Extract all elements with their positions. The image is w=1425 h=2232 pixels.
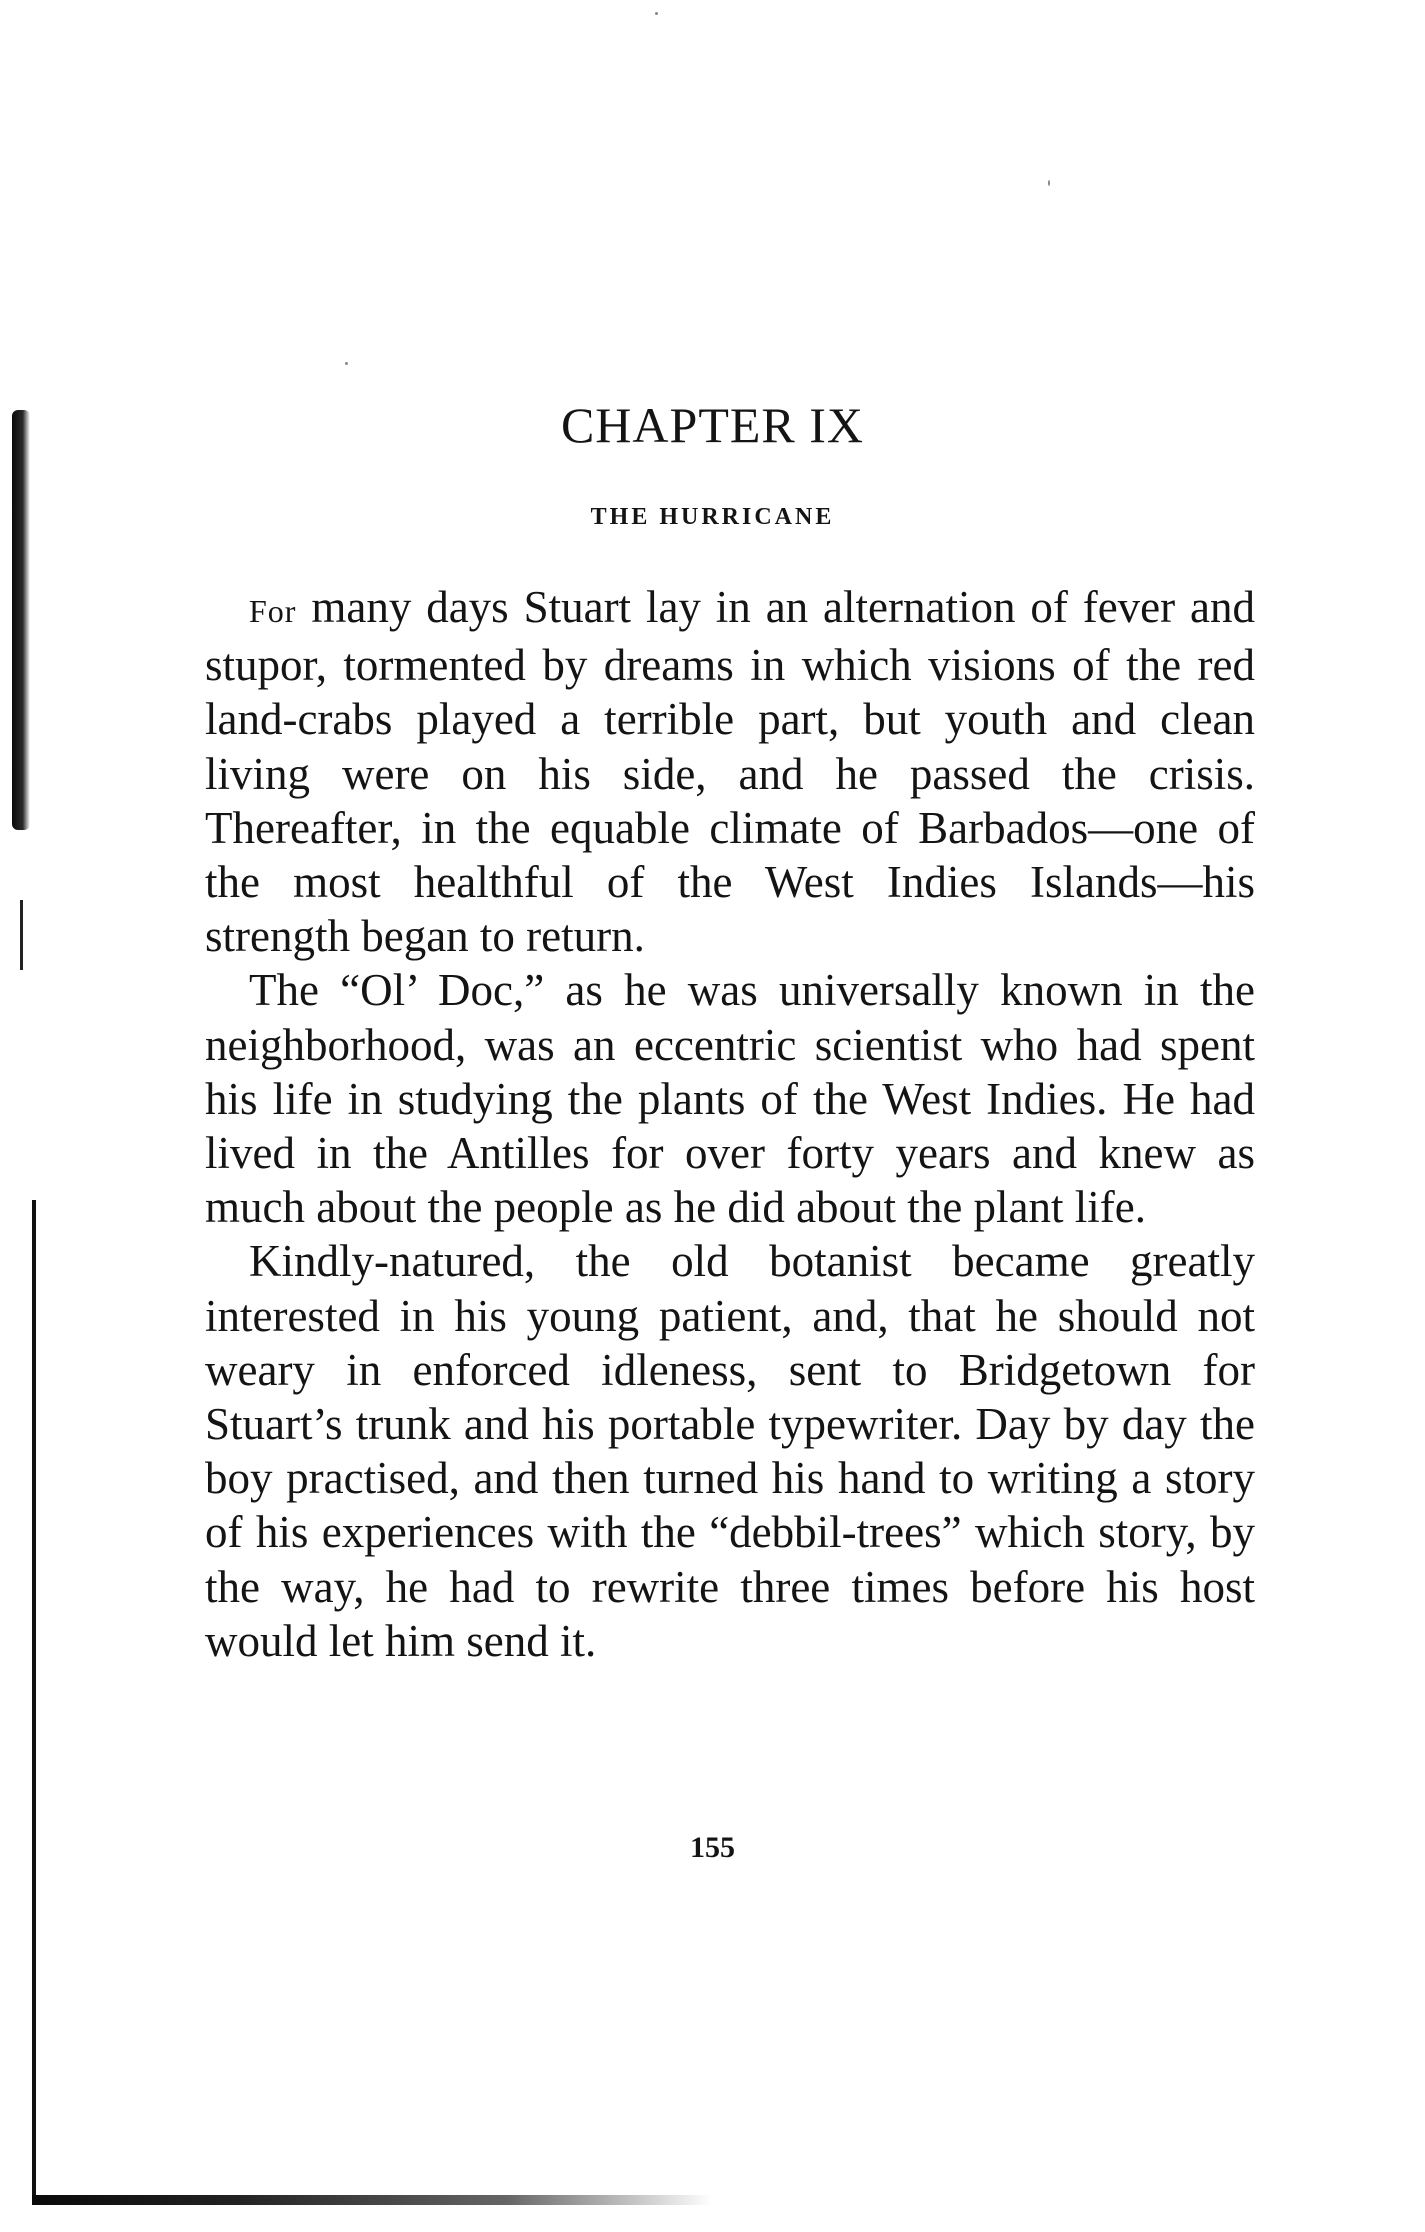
binding-edge-line	[32, 1200, 36, 2200]
paragraph	[205, 580, 1255, 963]
binding-bottom-shadow	[32, 2195, 712, 2205]
chapter-subtitle: THE HURRICANE	[590, 504, 835, 530]
paragraph: The “Ol’ Doc,” as he was universally known in the neighborhood, was an eccentric scientist who had spent his life in studying the plants of the West Indies. He had lived in the Antilles for over forty years and knew as much about the people as he did about the plant life.	[205, 965, 1255, 1233]
scan-speck	[1048, 180, 1050, 186]
paragraph-text: many days Stuart lay in an alternation of fever and stupor, tormented by dreams in which visions of the red land-crabs played a terrible part, but youth and clean living were on his side, and he passed the crisis. Thereafter, in the equable climate of Barbados—one of the most healthful of the West Indies Islands—his strength began to return.	[205, 582, 1255, 962]
paragraph: Kindly-natured, the old botanist became greatly interested in his young patient, and, that he should not weary in enforced idleness, sent to Bridgetown for Stuart’s trunk and his portable typewriter. Day by day the boy practised, and then turned his hand to writing a story of his experiences with the “debbil-trees” which story, by the way, he had to rewrite three times before his host would let him send it.	[205, 1236, 1255, 1666]
scan-speck	[345, 362, 348, 365]
page-number: 155	[690, 1831, 735, 1864]
chapter-heading: CHAPTER IX	[560, 397, 865, 453]
binding-shadow	[12, 410, 30, 830]
chapter-body	[205, 580, 1255, 1668]
opening-small-caps: For	[249, 593, 297, 629]
binding-mark	[20, 900, 23, 970]
scan-speck	[655, 12, 658, 15]
